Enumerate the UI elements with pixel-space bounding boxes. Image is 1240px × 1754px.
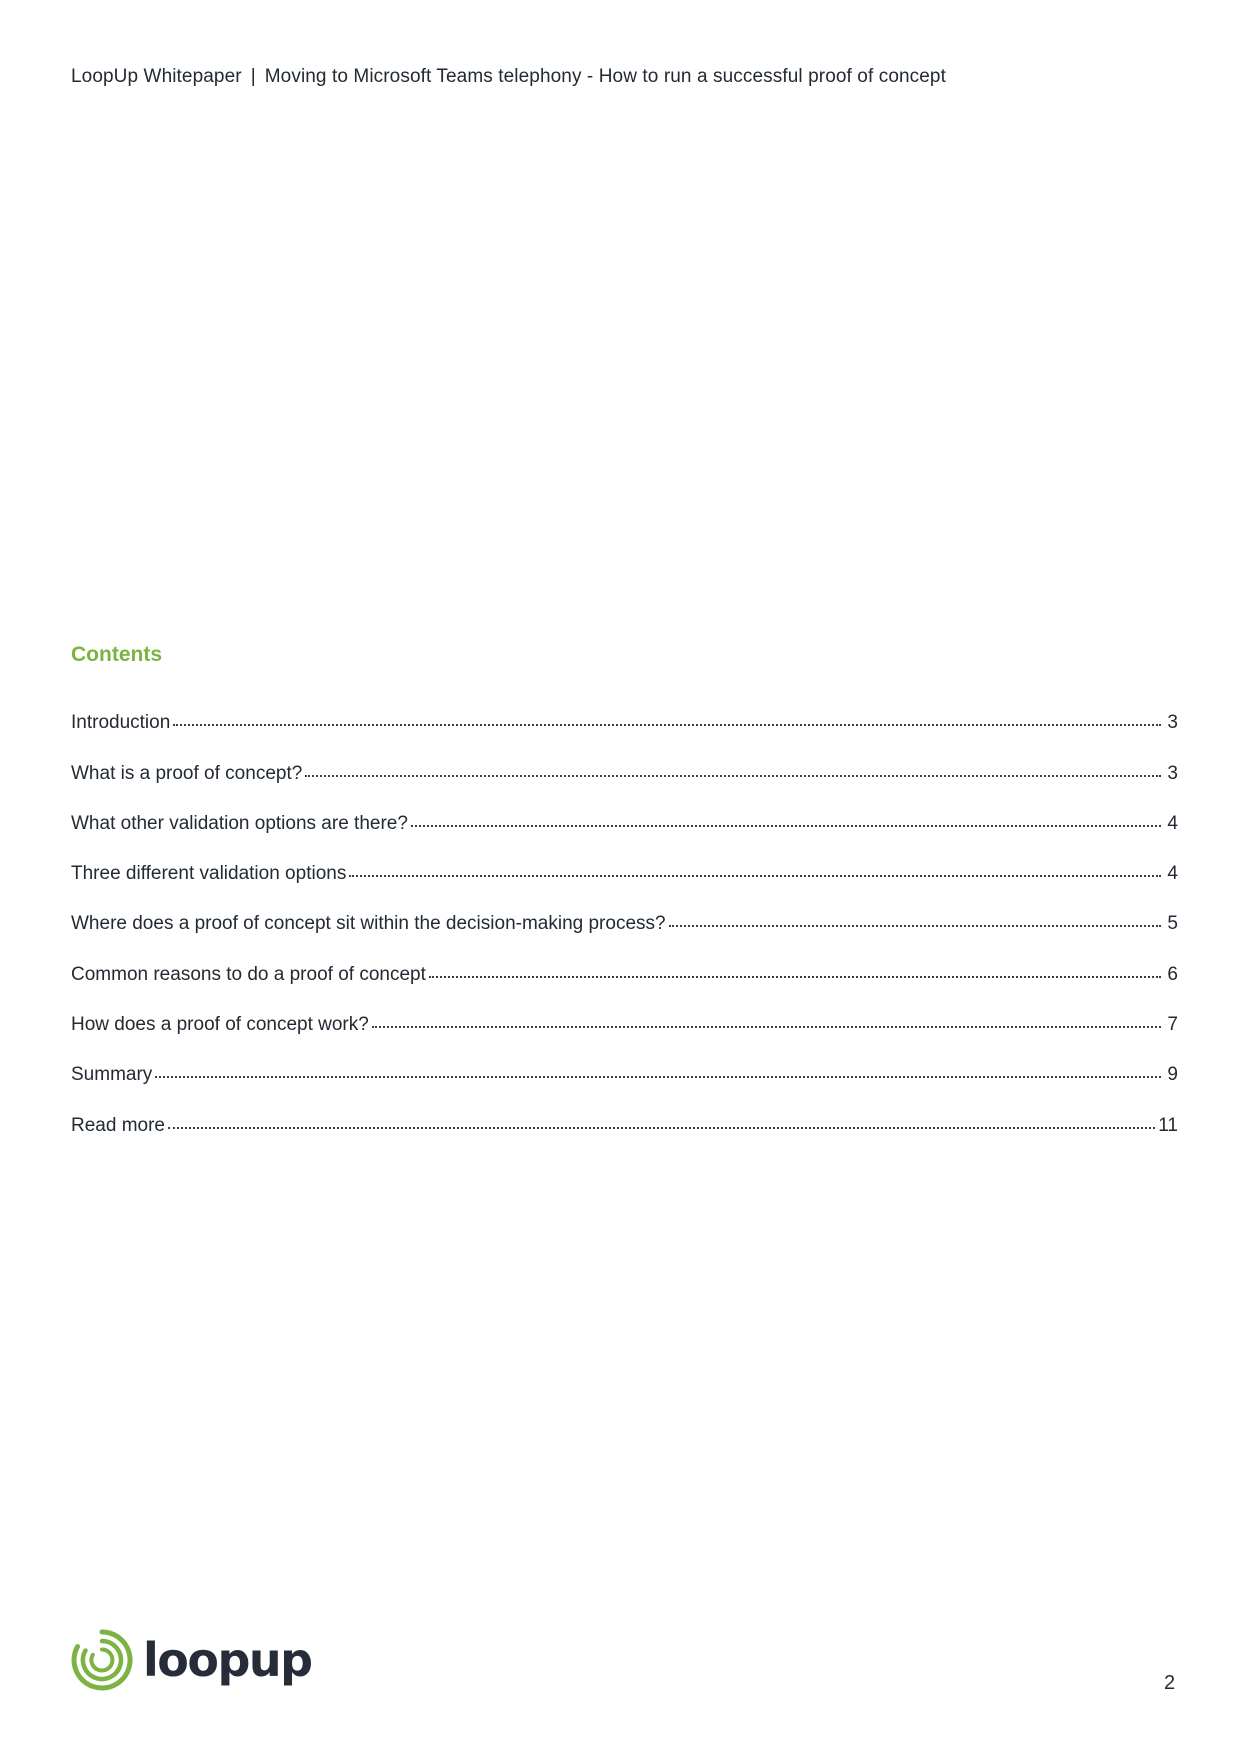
toc-entry-how-does-poc-work[interactable] [71,986,1178,1036]
toc-entry-title: Where does a proof of concept sit within the decision-making process? [71,913,666,935]
header-title: Moving to Microsoft Teams telephony - How to run a successful proof of concept [264,66,946,87]
toc-entry-title: What other validation options are there? [71,812,408,834]
toc-entry-page: 11 [1158,1114,1178,1136]
toc-entry-other-validation-options[interactable] [71,785,1178,835]
toc-dot-leader [173,724,1161,726]
toc-entry-page: 4 [1167,863,1178,885]
header-separator: | [250,66,256,87]
toc-dot-leader [669,925,1161,927]
toc-entry-what-is-poc[interactable] [71,734,1178,784]
toc-entry-title: How does a proof of concept work? [71,1014,369,1036]
toc-entry-introduction[interactable] [71,684,1178,734]
toc-entry-decision-making-process[interactable] [71,885,1178,935]
loopup-logo [71,1628,312,1692]
toc-dot-leader [429,976,1161,978]
toc-dot-leader [372,1026,1161,1028]
toc-dot-leader [305,775,1161,777]
toc-entry-page: 4 [1167,812,1178,834]
toc-entry-page: 5 [1167,913,1178,935]
header-publisher: LoopUp Whitepaper [71,66,242,87]
toc-entry-page: 7 [1167,1014,1178,1036]
toc-dot-leader [168,1127,1155,1129]
contents-heading: Contents [71,643,162,666]
toc-entry-title: Read more [71,1114,165,1136]
toc-entry-title: What is a proof of concept? [71,762,303,784]
toc-entry-three-validation-options[interactable] [71,835,1178,885]
toc-dot-leader [155,1076,1161,1078]
toc-entry-title: Introduction [71,712,171,734]
toc-entry-page: 3 [1167,762,1178,784]
page-number: 2 [1164,1672,1176,1694]
table-of-contents [71,684,1178,1137]
toc-entry-page: 9 [1167,1064,1178,1086]
toc-dot-leader [411,825,1161,827]
toc-entry-read-more[interactable] [71,1086,1178,1136]
page-header [71,66,946,88]
toc-entry-page: 3 [1167,712,1178,734]
toc-entry-title: Three different validation options [71,863,347,885]
loopup-rings-icon [71,1629,133,1691]
toc-entry-summary[interactable] [71,1036,1178,1086]
toc-entry-common-reasons[interactable] [71,935,1178,985]
toc-entry-page: 6 [1167,963,1178,985]
toc-entry-title: Common reasons to do a proof of concept [71,963,426,985]
toc-dot-leader [349,875,1161,877]
logo-wordmark: loopup [143,1633,312,1687]
toc-entry-title: Summary [71,1064,153,1086]
